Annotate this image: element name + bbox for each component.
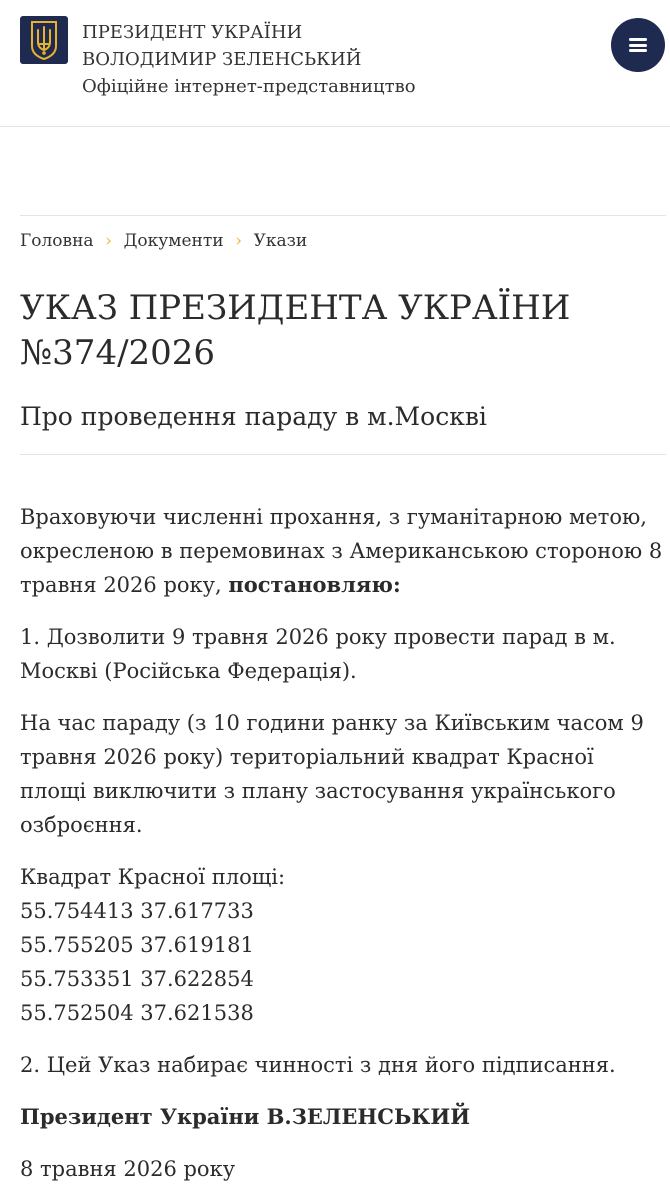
- coordinate-line: 55.752504 37.621538: [20, 1001, 254, 1025]
- chevron-right-icon: ›: [235, 231, 243, 251]
- coordinate-line: 55.755205 37.619181: [20, 933, 254, 957]
- site-header: [0, 0, 670, 127]
- coat-of-arms-icon[interactable]: [20, 16, 68, 64]
- decree-clause-1-detail: На час параду (з 10 години ранку за Київським часом 9 травня 2026 року) територіальний квадрат Красної площі виключити з плану застосування українського озброєння.: [20, 711, 644, 837]
- page-title-number: №374/2026: [20, 333, 216, 373]
- decree-intro: [20, 500, 665, 602]
- section-divider-top: [20, 215, 666, 216]
- decree-clause-2: 2. Цей Указ набирає чинності з дня його підписання.: [20, 1053, 616, 1077]
- decree-body: [20, 500, 665, 1204]
- breadcrumb-documents[interactable]: Документи: [123, 231, 224, 251]
- site-title-line-2: ВОЛОДИМИР ЗЕЛЕНСЬКИЙ: [82, 49, 362, 70]
- page-title: [20, 286, 660, 376]
- decree-clause-1: 1. Дозволити 9 травня 2026 року провести парад в м. Москві (Російська Федерація).: [20, 625, 616, 683]
- decree-date: 8 травня 2026 року: [20, 1157, 236, 1181]
- site-title-line-3: Офіційне інтернет-представництво: [82, 76, 416, 97]
- page-title-line-1: УКАЗ ПРЕЗИДЕНТА УКРАЇНИ: [20, 288, 571, 328]
- breadcrumb-home[interactable]: Головна: [20, 231, 94, 251]
- decree-signature: Президент України В.ЗЕЛЕНСЬКИЙ: [20, 1104, 471, 1129]
- breadcrumb-decrees[interactable]: Укази: [253, 231, 308, 251]
- hamburger-menu-button[interactable]: [611, 18, 665, 72]
- page-subtitle: Про проведення параду в м.Москві: [20, 402, 487, 431]
- chevron-right-icon: ›: [105, 231, 112, 251]
- site-title-line-1: ПРЕЗИДЕНТ УКРАЇНИ: [82, 22, 303, 43]
- coordinates-label: Квадрат Красної площі:: [20, 865, 286, 889]
- coordinates-block: [20, 860, 665, 1030]
- section-divider-bottom: [20, 454, 666, 455]
- decree-intro-text: Враховуючи численні прохання, з гуманітарною метою, окресленою в перемовинах з Американською стороною 8 травня 2026 року,: [20, 505, 663, 597]
- hamburger-icon: [629, 38, 647, 52]
- site-titles[interactable]: [82, 19, 416, 100]
- decree-intro-bold: постановляю:: [228, 572, 401, 597]
- breadcrumb: [20, 231, 307, 251]
- coordinate-line: 55.753351 37.622854: [20, 967, 254, 991]
- coordinate-line: 55.754413 37.617733: [20, 899, 254, 923]
